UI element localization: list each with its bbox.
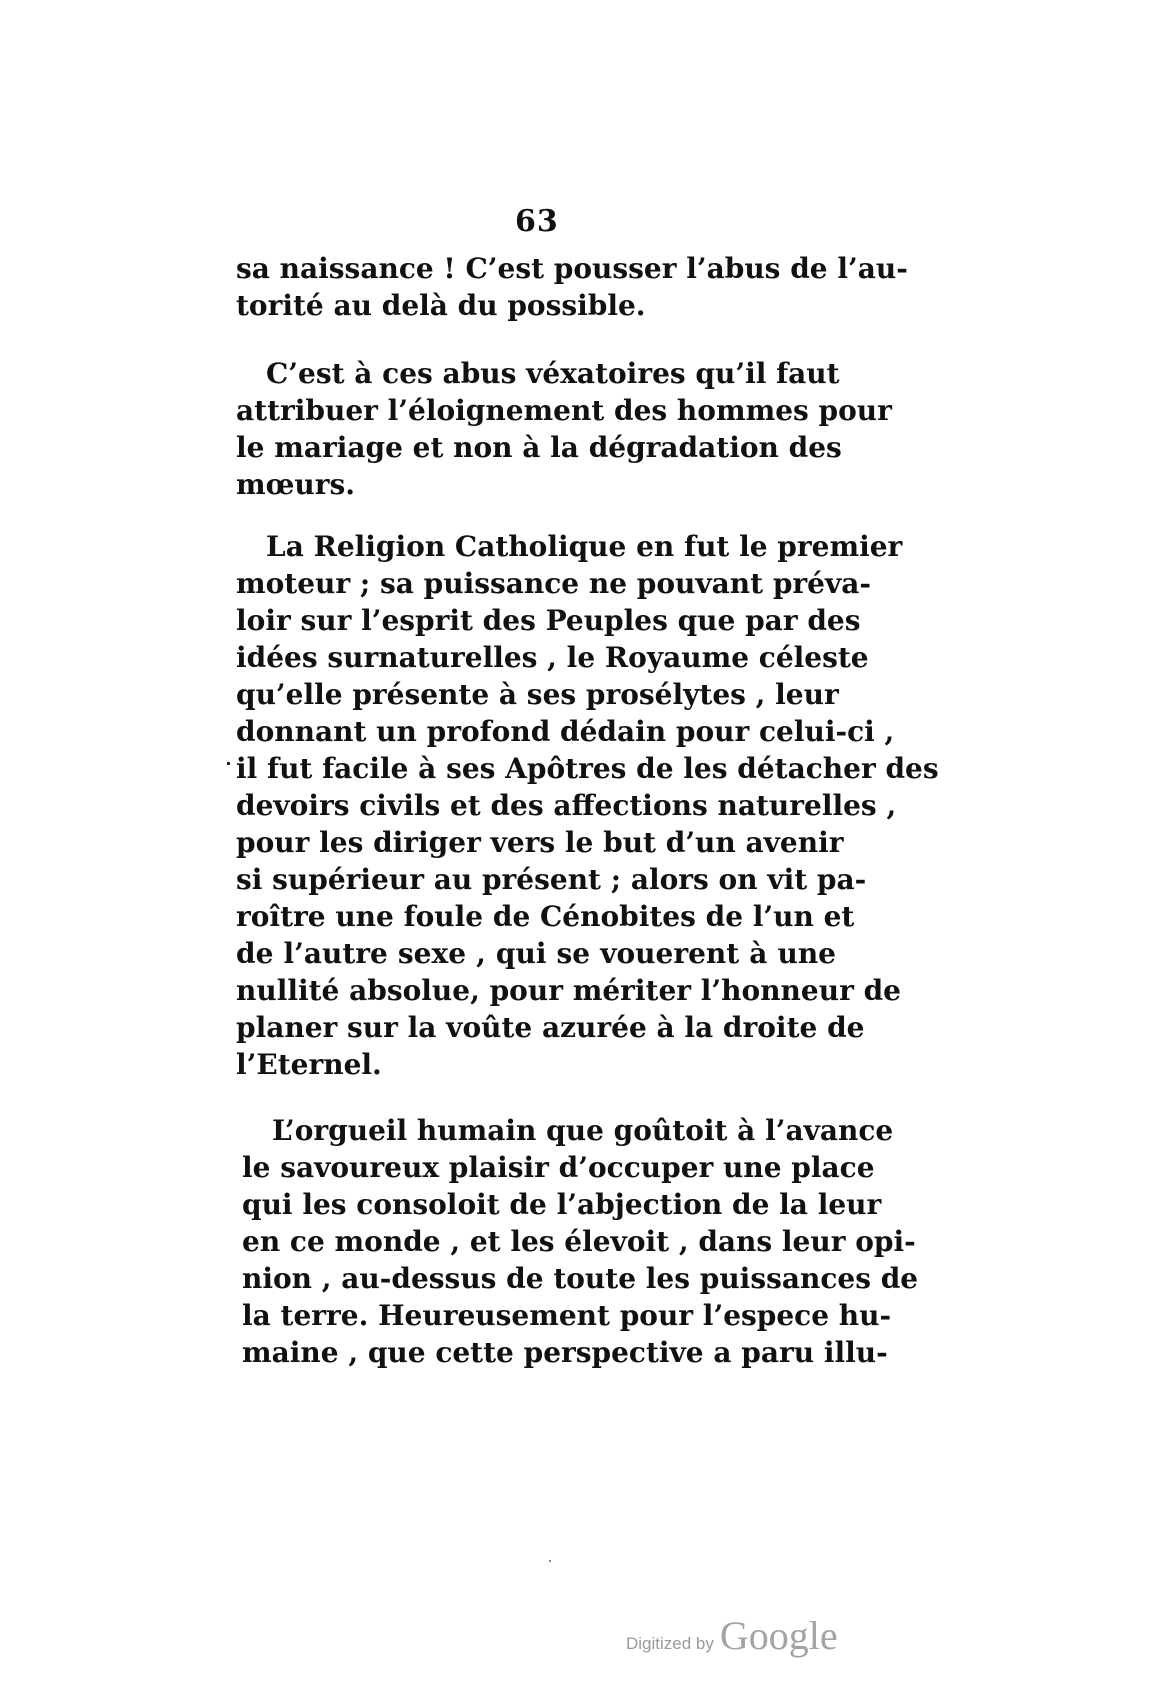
text-line: pour les diriger vers le but d’un avenir bbox=[236, 826, 844, 859]
scan-speck bbox=[549, 1560, 551, 1562]
paragraph-4 bbox=[242, 1112, 919, 1371]
text-line: qu’elle présente à ses prosélytes , leur bbox=[236, 678, 839, 711]
text-line: mœurs. bbox=[236, 468, 356, 501]
text-line: donnant un profond dédain pour celui-ci , bbox=[236, 715, 895, 748]
text-line: en ce monde , et les élevoit , dans leur opi- bbox=[242, 1225, 916, 1258]
paragraph-1 bbox=[236, 250, 908, 324]
paragraph-2 bbox=[236, 355, 892, 503]
text-line: maine , que cette perspective a paru illu- bbox=[242, 1336, 888, 1369]
text-line: attribuer l’éloignement des hommes pour bbox=[236, 394, 892, 427]
text-line: L’orgueil humain que goûtoit à l’avance bbox=[272, 1114, 894, 1147]
text-line: loir sur l’esprit des Peuples que par des bbox=[236, 604, 861, 637]
text-line: l’Eternel. bbox=[236, 1048, 382, 1081]
text-line: il fut facile à ses Apôtres de les détacher des bbox=[236, 752, 939, 785]
text-line: nullité absolue, pour mériter l’honneur de bbox=[236, 974, 901, 1007]
text-line: idées surnaturelles , le Royaume céleste bbox=[236, 641, 869, 674]
text-line: si supérieur au présent ; alors on vit pa- bbox=[236, 863, 867, 896]
google-logo: Google bbox=[719, 1613, 838, 1658]
text-line: torité au delà du possible. bbox=[236, 289, 646, 322]
text-line: la terre. Heureusement pour l’espece hu- bbox=[242, 1299, 892, 1332]
page-number: 63 bbox=[515, 204, 559, 239]
digitized-watermark bbox=[626, 1612, 838, 1659]
text-line: qui les consoloit de l’abjection de la leur bbox=[242, 1188, 882, 1221]
scan-speck bbox=[227, 762, 230, 765]
text-line: le mariage et non à la dégradation des bbox=[236, 431, 842, 464]
text-line: roître une foule de Cénobites de l’un et bbox=[236, 900, 855, 933]
text-line: devoirs civils et des affections naturelles , bbox=[236, 789, 897, 822]
text-line: nion , au-dessus de toute les puissances de bbox=[242, 1262, 919, 1295]
text-line: La Religion Catholique en fut le premier bbox=[266, 530, 903, 563]
paragraph-3 bbox=[236, 528, 939, 1083]
text-line: planer sur la voûte azurée à la droite de bbox=[236, 1011, 865, 1044]
text-line: moteur ; sa puissance ne pouvant préva- bbox=[236, 567, 872, 600]
text-line: sa naissance ! C’est pousser l’abus de l’au- bbox=[236, 252, 908, 285]
text-line: le savoureux plaisir d’occuper une place bbox=[242, 1151, 875, 1184]
watermark-prefix: Digitized by bbox=[626, 1634, 714, 1653]
text-line: de l’autre sexe , qui se vouerent à une bbox=[236, 937, 836, 970]
text-line: C’est à ces abus véxatoires qu’il faut bbox=[266, 357, 840, 390]
